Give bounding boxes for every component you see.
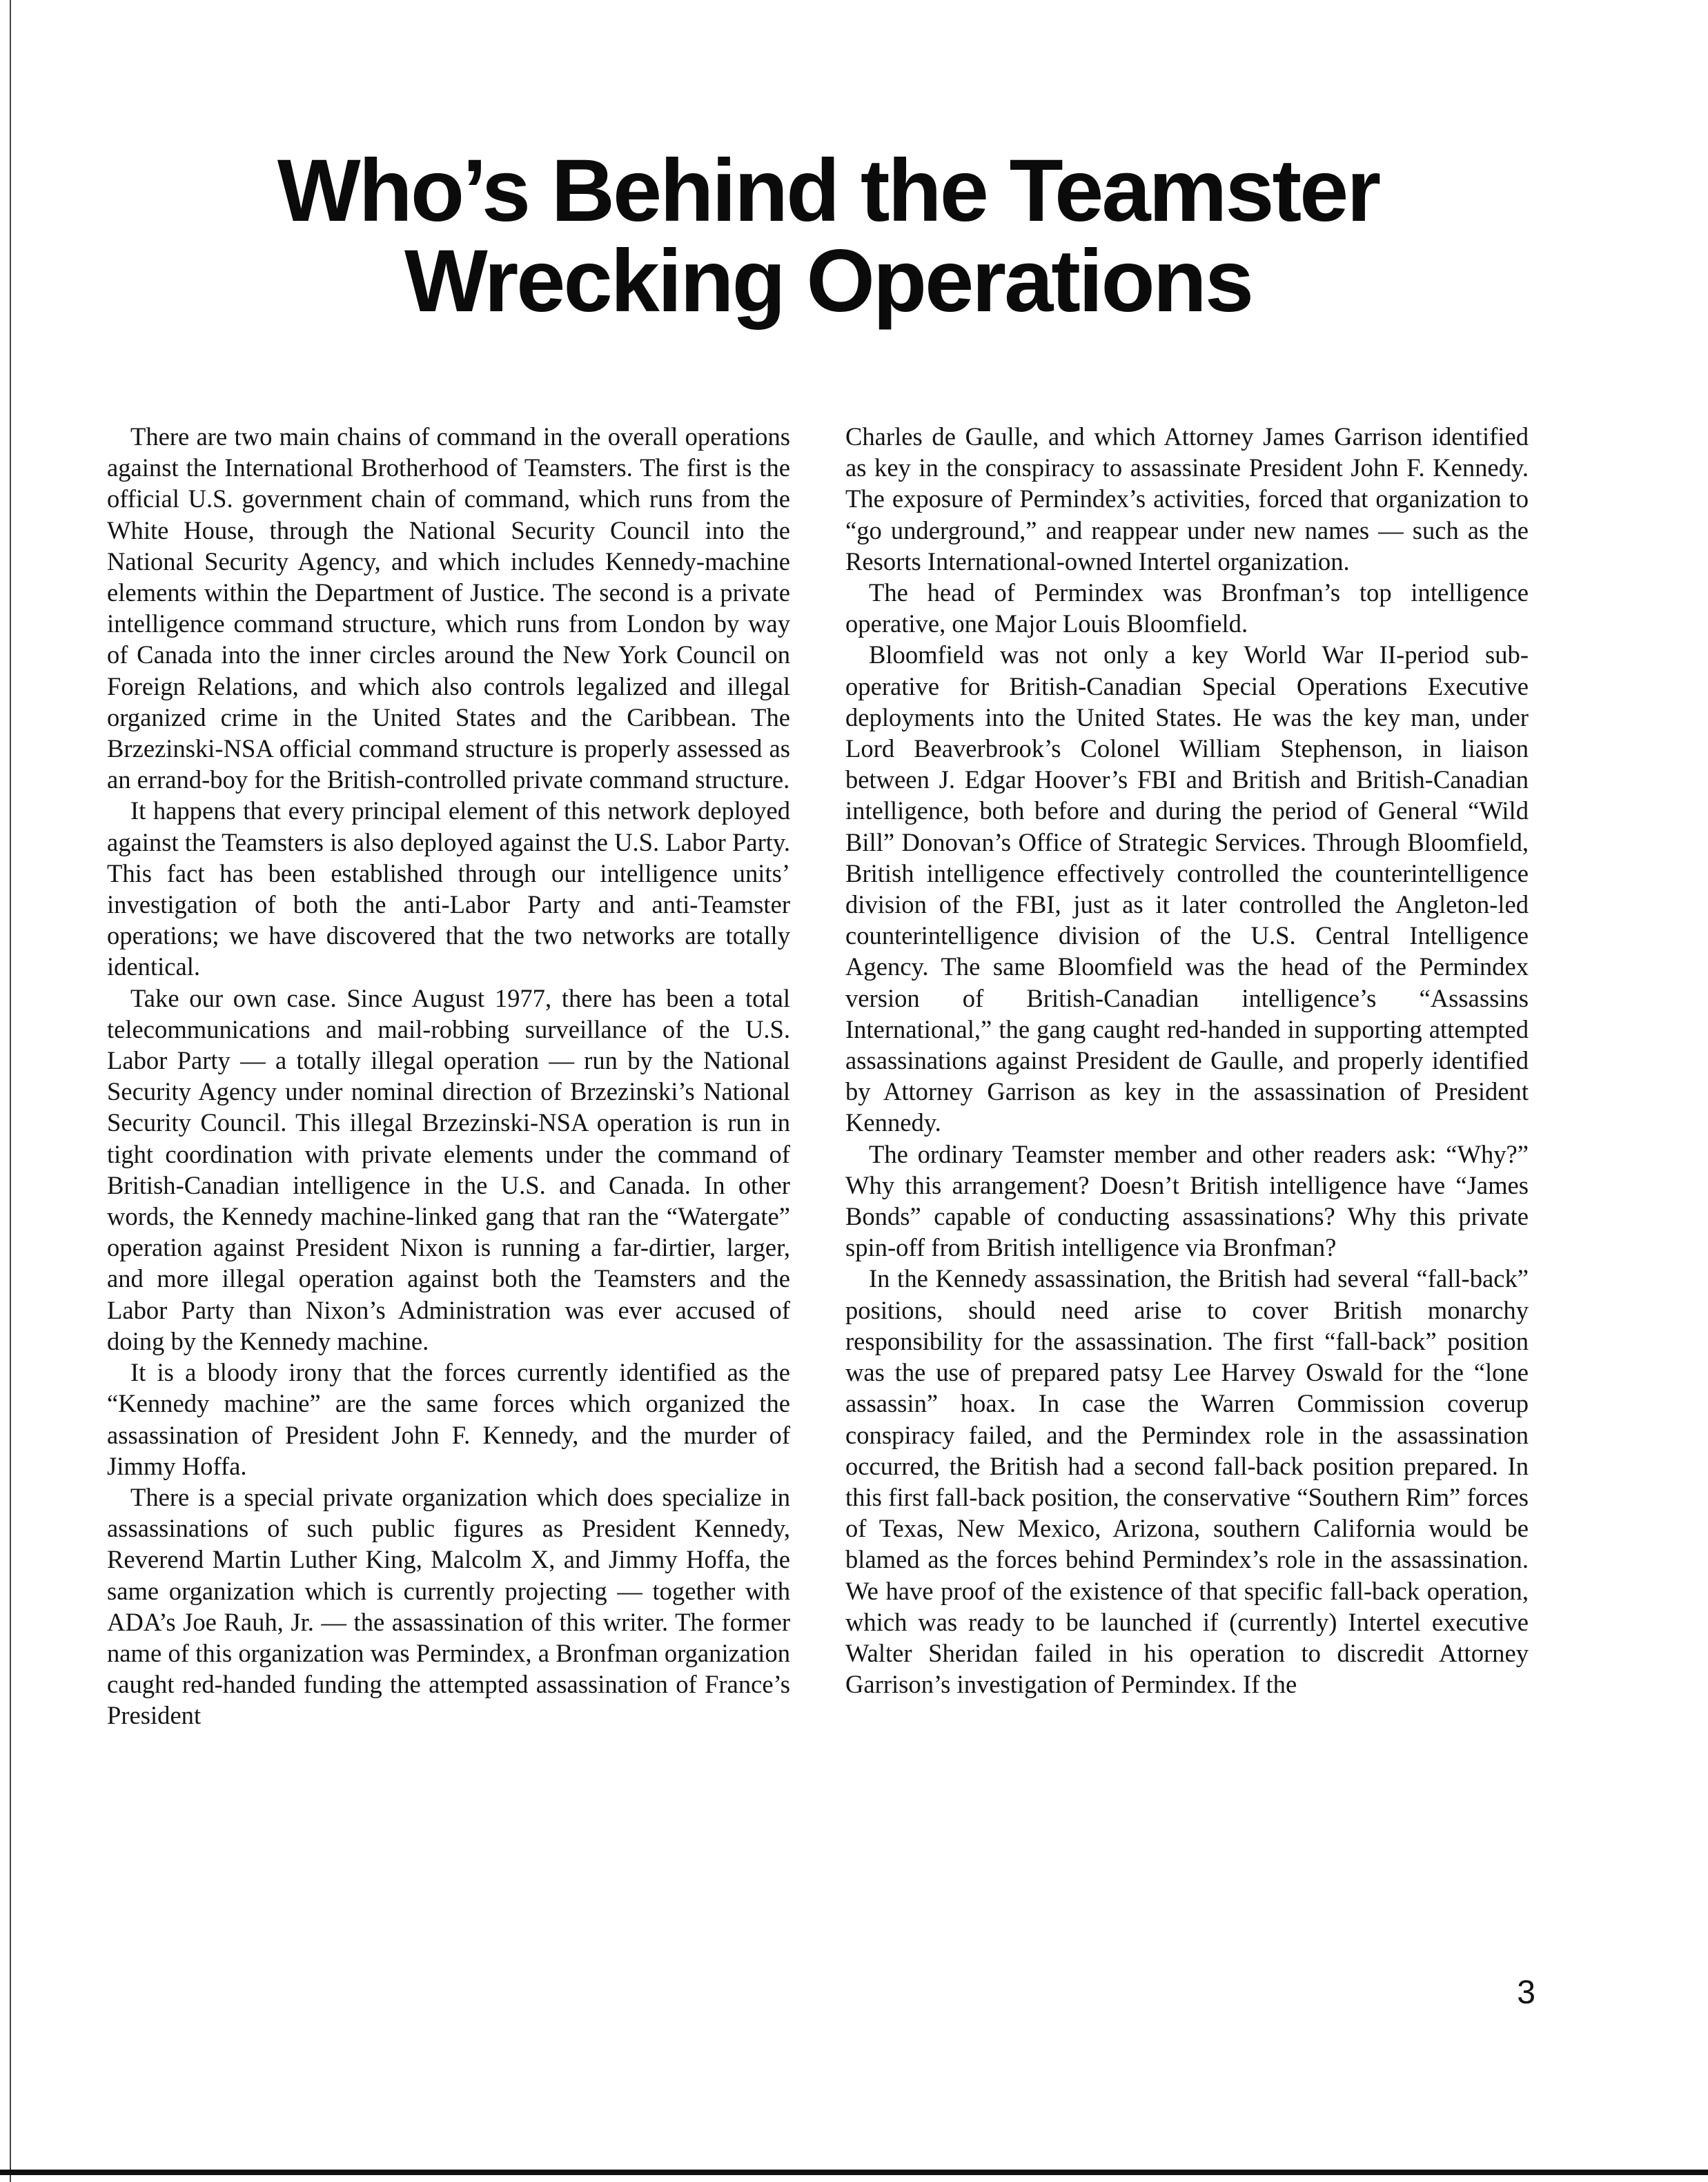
article-headline: Who’s Behind the Teamster Wrecking Operations xyxy=(277,141,1380,331)
left-column xyxy=(107,421,790,1731)
paragraph: It is a bloody irony that the forces currently identified as the “Kennedy machine” are the same forces which organized the assassination of President John F. Kennedy, and the murder of Jimmy Hoffa. xyxy=(107,1358,790,1480)
paragraph: In the Kennedy assassination, the British had several “fall-back” positions, should need arise to cover British monarchy responsibility for the assassination. The first “fall-back” position was the use of prepared patsy Lee Harvey Oswald for the “lone assassin” hoax. In case the Warren Commission coverup conspiracy failed, and the Permindex role in the assassination occurred, the British had a second fall-back position prepared. In this first fall-back position, the conservative “Southern Rim” forces of Texas, New Mexico, Arizona, southern California would be blamed as the forces behind Permindex’s role in the assassination. We have proof of the existence of that specific fall-back operation, which was ready to be launched if (currently) Intertel executive Walter Sheridan failed in his operation to discredit Attorney Garrison’s investigation of Permindex. If the xyxy=(845,1264,1529,1699)
paragraph: It happens that every principal element of this network deployed against the Teamsters is also deployed against the U.S. Labor Party. This fact has been established through our intelligence units’ investigation of both the anti-Labor Party and anti-Teamster operations; we have discovered that the two networks are totally identical. xyxy=(107,796,790,981)
page-edge-line xyxy=(10,0,11,2182)
paragraph: Take our own case. Since August 1977, there has been a total telecommunications and mail-robbing surveillance of the U.S. Labor Party — a totally illegal operation — run by the National Security Agency under nominal direction of Brzezinski’s National Security Council. This illegal Brzezinski-NSA operation is run in tight coordination with private elements under the command of British-Canadian intelligence in the U.S. and Canada. In other words, the Kennedy machine-linked gang that ran the “Watergate” operation against President Nixon is running a far-dirtier, larger, and more illegal operation against both the Teamsters and the Labor Party than Nixon’s Administration was ever accused of doing by the Kennedy machine. xyxy=(107,983,790,1355)
page-number: 3 xyxy=(1517,1974,1535,2011)
paragraph: There is a special private organization which does specialize in assassinations of such public figures as President Kennedy, Reverend Martin Luther King, Malcolm X, and Jimmy Hoffa, the same organization which is currently projecting — together with ADA’s Joe Rauh, Jr. — the assassination of this writer. The former name of this organization was Permindex, a Bronfman organization caught red-handed funding the attempted assassination of France’s President xyxy=(107,1482,790,1730)
paragraph: Bloomfield was not only a key World War II-period sub-operative for British-Canadian Special Operations Executive deployments into the United States. He was the key man, under Lord Beaverbrook’s Colonel William Stephenson, in liaison between J. Edgar Hoover’s FBI and British and British-Canadian intelligence, both before and during the period of General “Wild Bill” Donovan’s Office of Strategic Services. Through Bloomfield, British intelligence effectively controlled the counterintelligence division of the FBI, just as it later controlled the Angleton-led counterintelligence division of the U.S. Central Intelligence Agency. The same Bloomfield was the head of the Permindex version of British-Canadian intelligence’s “Assassins International,” the gang caught red-handed in supporting attempted assassinations against President de Gaulle, and properly identified by Attorney Garrison as key in the assassination of President Kennedy. xyxy=(845,640,1529,1137)
paragraph: The head of Permindex was Bronfman’s top intelligence operative, one Major Louis Bloomfield. xyxy=(845,578,1529,638)
paragraph: The ordinary Teamster member and other readers ask: “Why?” Why this arrangement? Doesn’t British intelligence have “James Bonds” capable of conducting assassinations? Why this private spin-off from British intelligence via Bronfman? xyxy=(845,1139,1529,1262)
bottom-border-line xyxy=(0,2170,1708,2175)
right-column xyxy=(845,421,1529,1700)
paragraph: There are two main chains of command in the overall operations against the International Brotherhood of Teamsters. The first is the official U.S. government chain of command, which runs from the White House, through the National Security Council into the National Security Agency, and which includes Kennedy-machine elements within the Department of Justice. The second is a private intelligence command structure, which runs from London by way of Canada into the inner circles around the New York Council on Foreign Relations, and which also controls legalized and illegal organized crime in the United States and the Caribbean. The Brzezinski-NSA official command structure is properly assessed as an errand-boy for the British-controlled private command structure. xyxy=(107,422,790,794)
paragraph-continued: Charles de Gaulle, and which Attorney James Garrison identified as key in the conspiracy to assassinate President John F. Kennedy. The exposure of Permindex’s activities, forced that organization to “go underground,” and reappear under new names — such as the Resorts International-owned Intertel organization. xyxy=(845,422,1529,576)
